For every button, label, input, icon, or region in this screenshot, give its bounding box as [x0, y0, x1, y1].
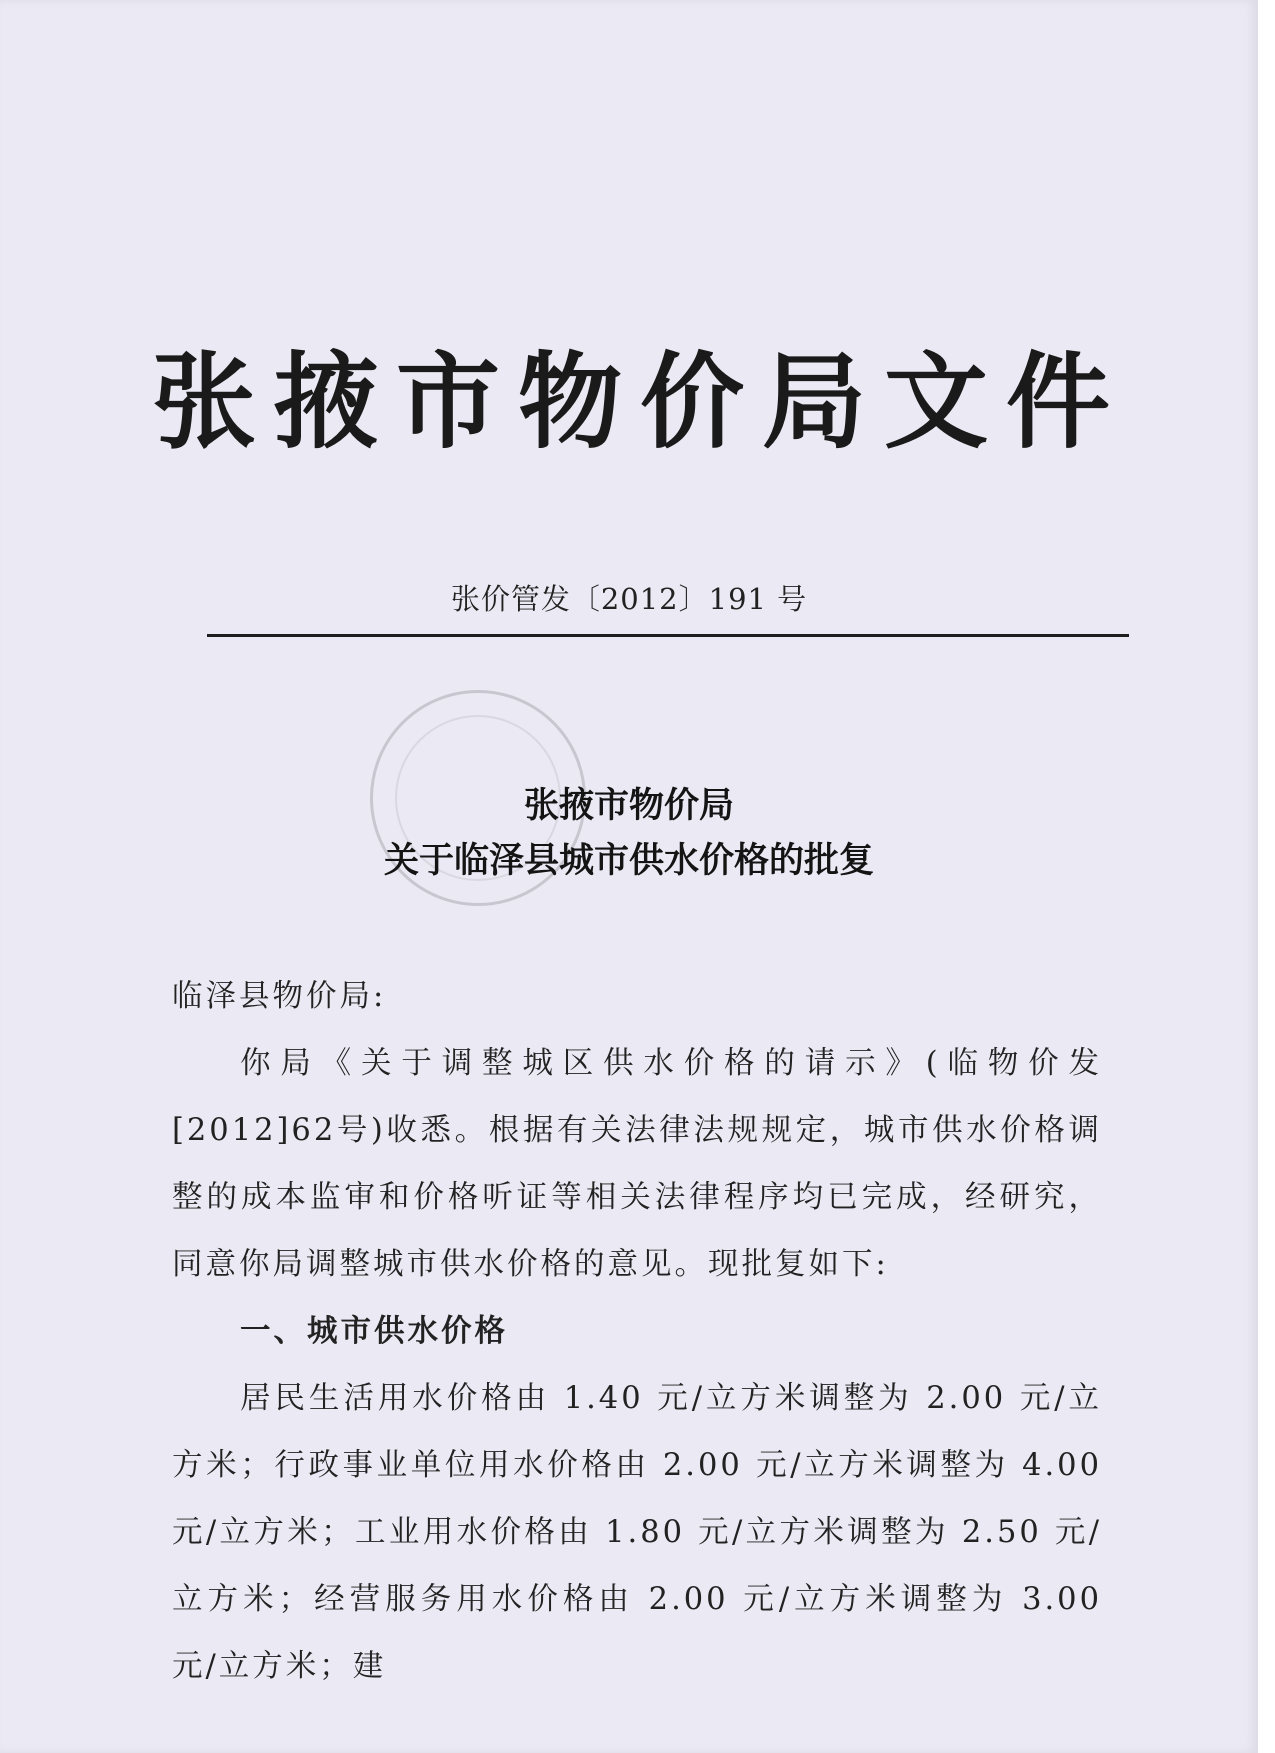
- header-divider: [207, 634, 1129, 637]
- document-body: [172, 963, 1102, 1700]
- document-title-line2: 关于临泽县城市供水价格的批复: [383, 841, 874, 881]
- body-paragraph-1: 你局《关于调整城区供水价格的请示》(临物价发[2012]62号)收悉。根据有关法律法规规定，城市供水价格调整的成本监审和价格听证等相关法律程序均已完成，经研究，同意你局调整城市供水价格的意见。现批复如下:: [172, 1046, 1102, 1282]
- document-number: 张价管发〔2012〕191 号: [450, 582, 808, 616]
- section-1-heading: 一、城市供水价格: [240, 1314, 508, 1349]
- addressee: 临泽县物价局:: [172, 979, 387, 1014]
- body-paragraph-2: 居民生活用水价格由 1.40 元/立方米调整为 2.00 元/立方米；行政事业单位用水价格由 2.00 元/立方米调整为 4.00 元/立方米；工业用水价格由 1.80 元/立方米调整为 2.50 元/立方米；经营服务用水价格由 2.00 元/立方米调整为 3.00 元/立方米；建: [172, 1381, 1102, 1684]
- document-title-line1: 张掖市物价局: [523, 786, 734, 826]
- masthead-title: 张掖市物价局文件: [151, 340, 1128, 463]
